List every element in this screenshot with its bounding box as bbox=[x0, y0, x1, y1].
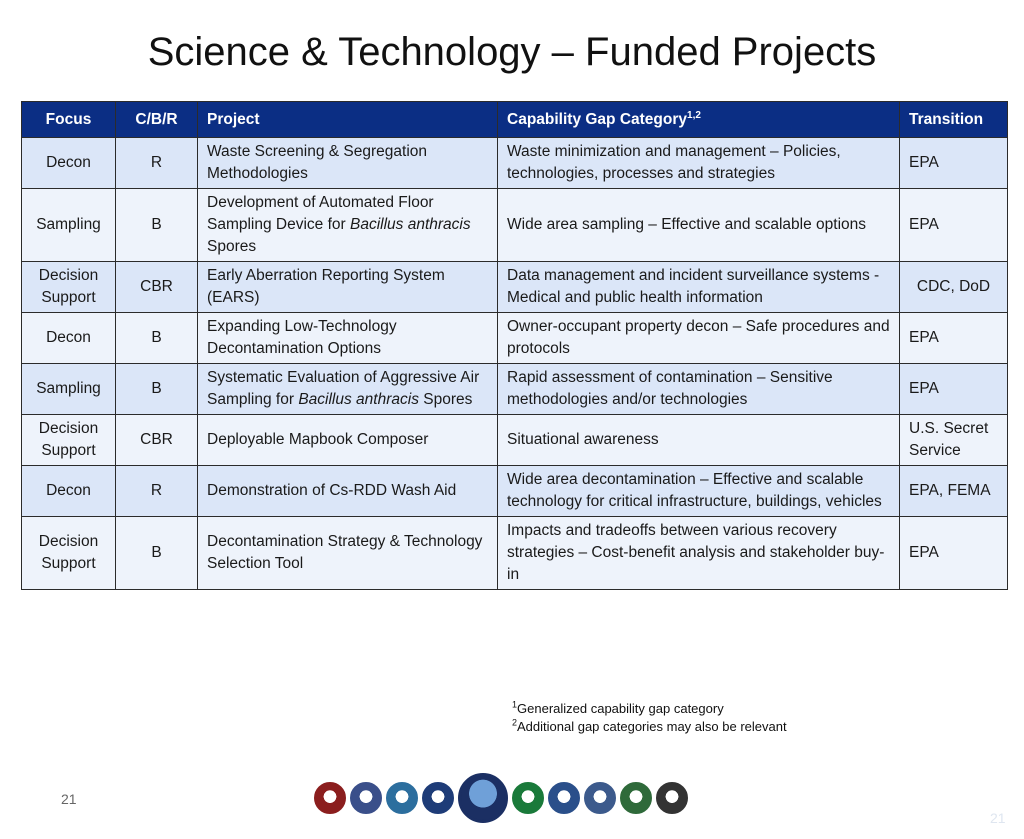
cell-focus: Decision Support bbox=[22, 262, 116, 313]
cell-cbr: B bbox=[116, 189, 198, 262]
cell-transition: EPA bbox=[900, 138, 1008, 189]
agency-logo-strip bbox=[314, 770, 688, 826]
cell-cbr: CBR bbox=[116, 415, 198, 466]
project-text: Deployable Mapbook Composer bbox=[207, 431, 429, 448]
project-text: Early Aberration Reporting System (EARS) bbox=[207, 267, 445, 306]
cell-cbr: R bbox=[116, 138, 198, 189]
cell-transition: U.S. Secret Service bbox=[900, 415, 1008, 466]
table-row bbox=[22, 313, 1008, 364]
table-row bbox=[22, 517, 1008, 590]
col-header-focus: Focus bbox=[22, 102, 116, 138]
cell-project bbox=[198, 262, 498, 313]
agency-seal-1-icon bbox=[314, 782, 346, 814]
cell-project bbox=[198, 313, 498, 364]
table-row bbox=[22, 189, 1008, 262]
cell-transition: EPA bbox=[900, 364, 1008, 415]
table-body bbox=[22, 138, 1008, 590]
cell-focus: Decon bbox=[22, 466, 116, 517]
cell-cbr: R bbox=[116, 466, 198, 517]
col-header-gap bbox=[498, 102, 900, 138]
cell-project bbox=[198, 189, 498, 262]
cell-gap: Wide area sampling – Effective and scalable options bbox=[498, 189, 900, 262]
cell-focus: Decision Support bbox=[22, 415, 116, 466]
project-text: Decontamination Strategy & Technology Selection Tool bbox=[207, 533, 483, 572]
col-header-gap-label: Capability Gap Category bbox=[507, 110, 688, 128]
featured-seal-icon bbox=[458, 773, 508, 823]
cell-focus: Decon bbox=[22, 138, 116, 189]
footnote-2-num: 2 bbox=[512, 717, 518, 728]
table-row bbox=[22, 466, 1008, 517]
cell-project bbox=[198, 517, 498, 590]
footnote-2-text: Additional gap categories may also be relevant bbox=[517, 719, 787, 734]
cell-focus: Decision Support bbox=[22, 517, 116, 590]
footnote-2 bbox=[512, 718, 787, 736]
project-text: Spores bbox=[207, 238, 257, 255]
table-row bbox=[22, 364, 1008, 415]
project-italic-text: Bacillus anthracis bbox=[350, 216, 471, 233]
cell-focus: Sampling bbox=[22, 364, 116, 415]
cell-transition: EPA bbox=[900, 189, 1008, 262]
project-text: Development of Automated Floor Sampling Device for bbox=[207, 194, 434, 233]
agency-seal-2-icon bbox=[350, 782, 382, 814]
col-header-gap-sup: 1,2 bbox=[687, 109, 701, 121]
cell-cbr: CBR bbox=[116, 262, 198, 313]
page-number-faint: 21 bbox=[990, 810, 1006, 826]
cell-project bbox=[198, 466, 498, 517]
cell-focus: Decon bbox=[22, 313, 116, 364]
dod-seal-icon bbox=[548, 782, 580, 814]
project-text: Waste Screening & Segregation Methodologies bbox=[207, 143, 427, 182]
table-row bbox=[22, 415, 1008, 466]
cell-gap: Situational awareness bbox=[498, 415, 900, 466]
col-header-transition: Transition bbox=[900, 102, 1008, 138]
cdc-seal-icon bbox=[584, 782, 616, 814]
footnote-1 bbox=[512, 700, 787, 718]
col-header-cbr: C/B/R bbox=[116, 102, 198, 138]
page-title: Science & Technology – Funded Projects bbox=[147, 30, 877, 74]
page-number: 21 bbox=[61, 791, 77, 807]
footnotes bbox=[512, 700, 787, 736]
project-text: Demonstration of Cs-RDD Wash Aid bbox=[207, 482, 457, 499]
doe-seal-icon bbox=[620, 782, 652, 814]
cell-focus: Sampling bbox=[22, 189, 116, 262]
cell-transition: EPA bbox=[900, 313, 1008, 364]
cell-transition: CDC, DoD bbox=[900, 262, 1008, 313]
cell-gap: Impacts and tradeoffs between various recovery strategies – Cost-benefit analysis and stakeholder buy-in bbox=[498, 517, 900, 590]
agency-seal-3-icon bbox=[386, 782, 418, 814]
table-header-row bbox=[22, 102, 1008, 138]
col-header-project: Project bbox=[198, 102, 498, 138]
cell-gap: Waste minimization and management – Policies, technologies, processes and strategies bbox=[498, 138, 900, 189]
cell-cbr: B bbox=[116, 364, 198, 415]
hhs-seal-icon bbox=[656, 782, 688, 814]
cell-project bbox=[198, 138, 498, 189]
cell-cbr: B bbox=[116, 313, 198, 364]
cell-transition: EPA bbox=[900, 517, 1008, 590]
project-text: Spores bbox=[418, 391, 473, 408]
table-row bbox=[22, 262, 1008, 313]
project-italic-text: Bacillus anthracis bbox=[298, 391, 419, 408]
cell-gap: Rapid assessment of contamination – Sensitive methodologies and/or technologies bbox=[498, 364, 900, 415]
cell-project bbox=[198, 415, 498, 466]
table-row bbox=[22, 138, 1008, 189]
footnote-1-num: 1 bbox=[512, 699, 518, 710]
cell-gap: Owner-occupant property decon – Safe procedures and protocols bbox=[498, 313, 900, 364]
footnote-1-text: Generalized capability gap category bbox=[517, 701, 724, 716]
project-text: Systematic Evaluation of Aggressive Air Sampling for bbox=[207, 369, 480, 408]
cell-gap: Data management and incident surveillance systems - Medical and public health information bbox=[498, 262, 900, 313]
cell-project bbox=[198, 364, 498, 415]
cell-cbr: B bbox=[116, 517, 198, 590]
project-text: Expanding Low-Technology Decontamination Options bbox=[207, 318, 397, 357]
cell-gap: Wide area decontamination – Effective and scalable technology for critical infrastructure, buildings, vehicles bbox=[498, 466, 900, 517]
projects-table bbox=[21, 101, 1008, 590]
epa-seal-icon bbox=[512, 782, 544, 814]
dhs-seal-icon bbox=[422, 782, 454, 814]
cell-transition: EPA, FEMA bbox=[900, 466, 1008, 517]
